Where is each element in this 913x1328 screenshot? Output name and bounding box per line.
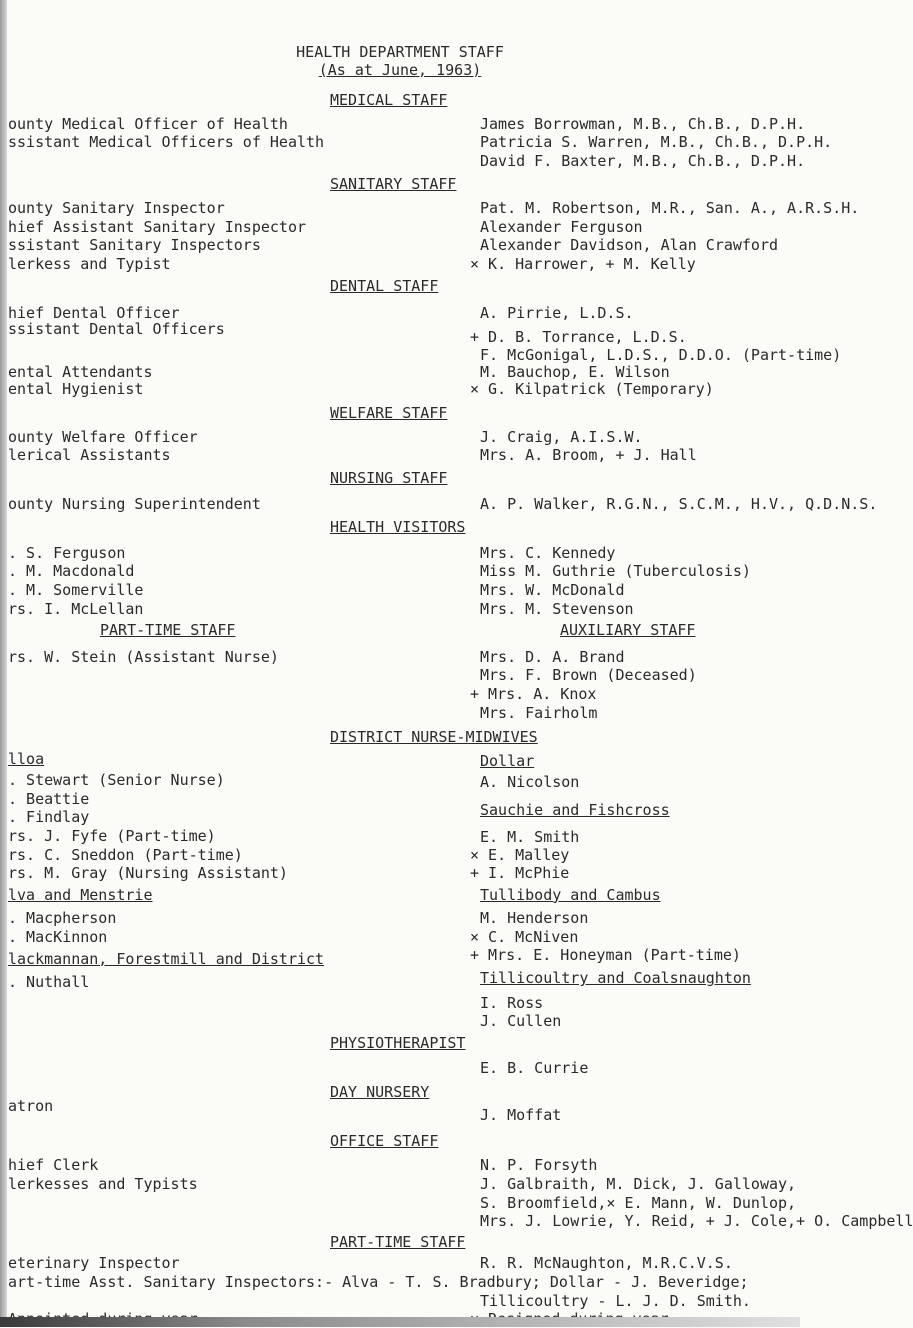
staff-name-r11: M. Bauchop, E. Wilson [480,362,670,381]
position-label-l20: rs. W. Stein (Assistant Nurse) [8,647,279,666]
position-label-l02: ssistant Medical Officers of Health [8,133,325,152]
position-label-l19: rs. I. McLellan [8,599,144,618]
staff-name-r06: Alexander Davidson, Alan Crawford [480,236,779,255]
position-label-l39: atron [8,1096,54,1115]
staff-name-r08: A. Pirrie, L.D.S. [480,303,634,322]
document-date: (As at June, 1963) [318,60,482,79]
staff-name-r40: N. P. Forsyth [480,1156,598,1175]
staff-name-r15: A. P. Walker, R.G.N., S.C.M., H.V., Q.D.N.S. [480,494,878,513]
staff-name-r29: × E. Malley [470,845,570,864]
staff-name-r21: Mrs. F. Brown (Deceased) [480,666,697,685]
document-title: HEALTH DEPARTMENT STAFF [296,43,504,62]
section-heading-welfare: WELFARE STAFF [330,403,448,422]
position-label-l17: . M. Macdonald [8,562,135,581]
position-label-l01: ounty Medical Officer of Health [8,114,288,133]
position-label-l29: rs. C. Sneddon (Part-time) [8,845,243,864]
staff-name-r19: Mrs. M. Stevenson [480,599,634,618]
staff-name-r22: + Mrs. A. Knox [470,684,597,703]
staff-name-r36: I. Ross [480,993,544,1012]
position-label-l35: . Nuthall [8,973,90,992]
section-heading-visitors: HEALTH VISITORS [330,518,466,537]
staff-name-r23: Mrs. Fairholm [480,703,598,722]
position-label-l07: lerkess and Typist [8,254,171,273]
staff-name-r17: Miss M. Guthrie (Tuberculosis) [480,562,751,581]
position-label-l11: ental Attendants [8,362,153,381]
staff-name-r31: Tullibody and Cambus [480,885,661,904]
page-edge-shadow [0,0,7,1327]
staff-name-r37: J. Cullen [480,1012,562,1031]
position-label-l26: . Beattie [8,789,90,808]
position-label-l25: . Stewart (Senior Nurse) [8,771,225,790]
staff-name-r03: David F. Baxter, M.B., Ch.B., D.P.H. [480,151,806,170]
staff-name-r46: Tillicoultry - L. J. D. Smith. [480,1291,751,1310]
position-label-l27: . Findlay [8,808,90,827]
position-label-l30: rs. M. Gray (Nursing Assistant) [8,864,288,883]
staff-name-r44: R. R. McNaughton, M.R.C.V.S. [480,1254,733,1273]
position-label-l33: . MacKinnon [8,927,108,946]
staff-name-r12: × G. Kilpatrick (Temporary) [470,380,714,399]
position-label-l28: rs. J. Fyfe (Part-time) [8,827,216,846]
staff-name-r30: + I. McPhie [470,864,570,883]
section-heading-district: DISTRICT NURSE-MIDWIVES [330,728,538,747]
position-label-l40: hief Clerk [8,1156,99,1175]
staff-name-r01: James Borrowman, M.B., Ch.B., D.P.H. [480,114,806,133]
staff-name-r09: + D. B. Torrance, L.D.S. [470,328,687,347]
section-heading-nursery: DAY NURSERY [330,1082,430,1101]
section-heading-dental: DENTAL STAFF [330,277,439,296]
staff-name-r20: Mrs. D. A. Brand [480,647,625,666]
staff-name-r41: J. Galbraith, M. Dick, J. Galloway, [480,1174,797,1193]
staff-name-r38: E. B. Currie [480,1059,589,1078]
section-heading-parttime: PART-TIME STAFF [100,621,236,640]
page-bottom-edge [0,1317,800,1327]
staff-name-r02: Patricia S. Warren, M.B., Ch.B., D.P.H. [480,133,833,152]
position-label-l31: lva and Menstrie [8,885,153,904]
staff-name-r43: Mrs. J. Lowrie, Y. Reid, + J. Cole,+ O. Campbell [480,1212,913,1231]
staff-name-r16: Mrs. C. Kennedy [480,543,616,562]
staff-name-r33: × C. McNiven [470,927,579,946]
position-label-l24: lloa [8,749,45,768]
section-heading-nursing: NURSING STAFF [330,469,448,488]
staff-name-r42: S. Broomfield,× E. Mann, W. Dunlop, [480,1193,797,1212]
staff-name-r13: J. Craig, A.I.S.W. [480,428,643,447]
position-label-l05: hief Assistant Sanitary Inspector [8,217,307,236]
position-label-l09: ssistant Dental Officers [8,320,225,339]
position-label-l16: . S. Ferguson [8,543,126,562]
staff-name-r14: Mrs. A. Broom, + J. Hall [480,445,697,464]
section-heading-auxiliary: AUXILIARY STAFF [560,621,696,640]
staff-name-r18: Mrs. W. McDonald [480,581,625,600]
staff-name-r05: Alexander Ferguson [480,217,643,236]
position-label-l34: lackmannan, Forestmill and District [8,949,325,968]
staff-name-r32: M. Henderson [480,909,589,928]
staff-name-r39: J. Moffat [480,1106,562,1125]
staff-name-r35: Tillicoultry and Coalsnaughton [480,969,751,988]
position-label-l45: art-time Asst. Sanitary Inspectors:- Alva - T. S. Bradbury; Dollar - J. Beveridge; [8,1272,749,1291]
position-label-l13: ounty Welfare Officer [8,428,198,447]
position-label-l41: lerkesses and Typists [8,1174,198,1193]
position-label-l14: lerical Assistants [8,445,171,464]
staff-name-r24: Dollar [480,751,535,770]
position-label-l44: eterinary Inspector [8,1254,180,1273]
position-label-l32: . Macpherson [8,909,117,928]
position-label-l18: . M. Somerville [8,581,144,600]
staff-name-r34: + Mrs. E. Honeyman (Part-time) [470,945,741,964]
position-label-l15: ounty Nursing Superintendent [8,494,261,513]
section-heading-physio: PHYSIOTHERAPIST [330,1033,466,1052]
section-heading-office: OFFICE STAFF [330,1131,439,1150]
position-label-l12: ental Hygienist [8,380,144,399]
section-heading-medical: MEDICAL STAFF [330,91,448,110]
staff-name-r25: A. Nicolson [480,773,580,792]
section-heading-parttime2: PART-TIME STAFF [330,1232,466,1251]
section-heading-sanitary: SANITARY STAFF [330,175,457,194]
staff-name-r04: Pat. M. Robertson, M.R., San. A., A.R.S.H. [480,198,860,217]
staff-name-r28: E. M. Smith [480,828,580,847]
position-label-l04: ounty Sanitary Inspector [8,198,225,217]
position-label-l06: ssistant Sanitary Inspectors [8,236,261,255]
position-label-l08: hief Dental Officer [8,303,180,322]
staff-name-r27: Sauchie and Fishcross [480,800,670,819]
staff-name-r07: × K. Harrower, + M. Kelly [470,254,696,273]
staff-name-r10: F. McGonigal, L.D.S., D.D.O. (Part-time) [480,345,842,364]
